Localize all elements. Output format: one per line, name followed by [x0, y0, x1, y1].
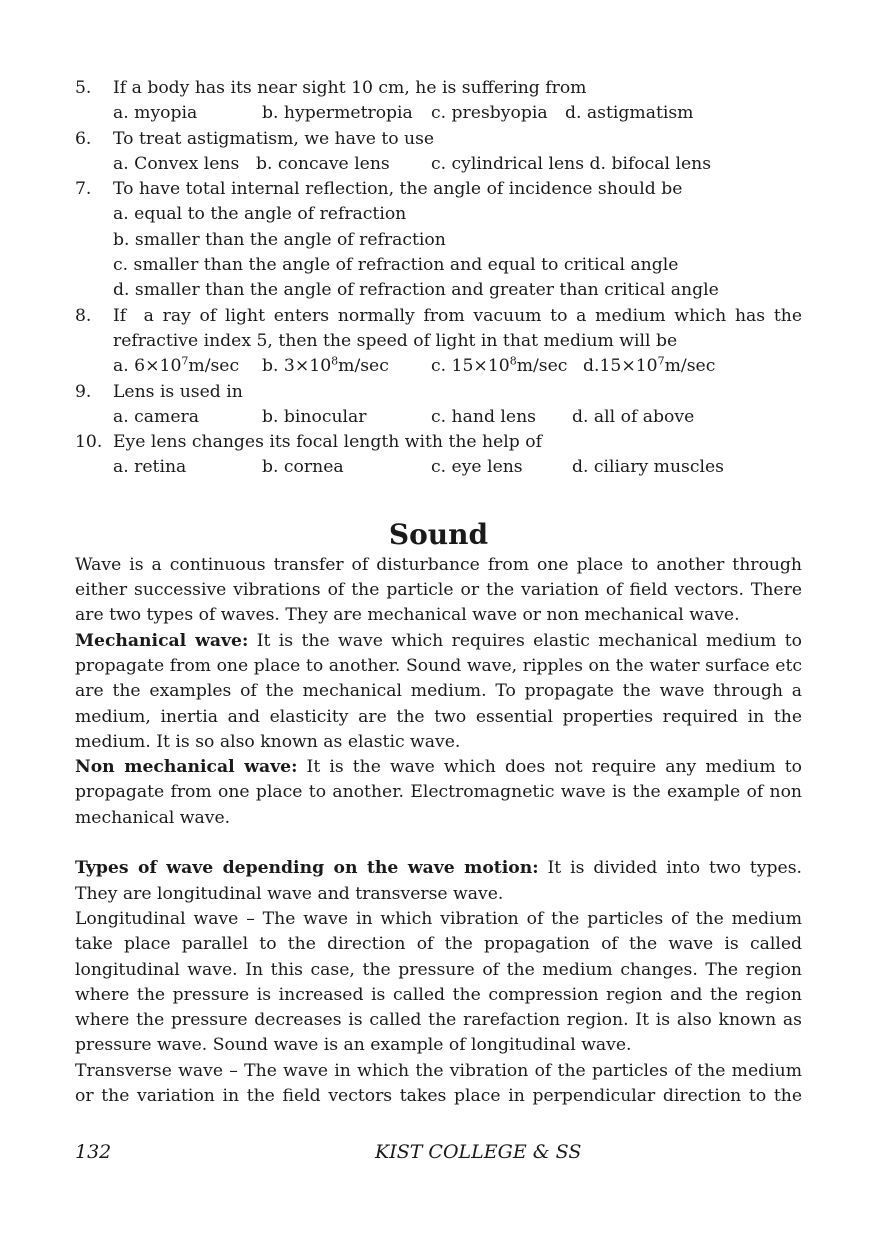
- question-5: [75, 76, 802, 127]
- question-number: 8.: [75, 305, 92, 326]
- option-a: a. myopia: [113, 103, 198, 124]
- question-7: [75, 177, 802, 303]
- option-a: a. $6\times 10^7m/\sec$: [113, 354, 240, 377]
- question-6: [75, 127, 802, 178]
- question-text: Lens is used in: [113, 381, 243, 402]
- intro-paragraph: Wave is a continuous transfer of disturbance from one place to another through either successive vibrations of the particle or the variation of field vectors. There are two types of waves. They are mechanical wave or non mechanical wave.: [75, 554, 802, 626]
- option-b: b. smaller than the angle of refraction: [113, 229, 446, 250]
- option-d: d. ciliary muscles: [572, 457, 724, 478]
- question-8: [75, 304, 802, 380]
- option-c: c. presbyopia: [431, 103, 548, 124]
- option-c: c. smaller than the angle of refraction and equal to critical angle: [113, 255, 679, 276]
- question-9: [75, 380, 802, 431]
- option-a: a. retina: [113, 457, 187, 478]
- question-text-line2: refractive index 5, then the speed of light in that medium will be: [113, 330, 678, 351]
- option-c: c. eye lens: [431, 457, 523, 478]
- mechanical-wave-paragraph: Mechanical wave: It is the wave which requires elastic mechanical medium to propagate from one place to another. Sound wave, ripples on the water surface etc are the examples of the mechanical medium. To propagate the wave through a medium, inertia and elasticity are the two essential properties required in the medium. It is so also known as elastic wave.: [75, 630, 802, 752]
- page-content: [75, 76, 802, 1109]
- option-b: b. cornea: [262, 457, 344, 478]
- question-text-line1: If a ray of light enters normally from vacuum to a medium which has the: [113, 305, 802, 326]
- wave-types-paragraph: Types of wave depending on the wave motion: It is divided into two types. They are longitudinal wave and transverse wave.: [75, 858, 802, 904]
- question-number: 10.: [75, 432, 103, 453]
- question-number: 7.: [75, 179, 92, 200]
- page-number: 132: [75, 1141, 112, 1163]
- question-text: To have total internal reflection, the angle of incidence should be: [113, 179, 683, 200]
- question-number: 6.: [75, 128, 92, 149]
- option-d: d. astigmatism: [565, 103, 694, 124]
- question-text: If a body has its near sight 10 cm, he is suffering from: [113, 78, 587, 98]
- option-a: a. camera: [113, 406, 199, 427]
- section-body: [75, 553, 802, 1110]
- option-a: a. equal to the angle of refraction: [113, 204, 407, 225]
- option-d: $d.15\times 10^7m/\sec$: [583, 354, 716, 377]
- institution-name: KIST COLLEGE & SS: [375, 1141, 582, 1163]
- question-text: To treat astigmatism, we have to use: [113, 128, 435, 149]
- non-mechanical-wave-paragraph: Non mechanical wave: It is the wave which does not require any medium to propagate from one place to another. Electromagnetic wave is the example of non mechanical wave.: [75, 757, 803, 828]
- question-number: 9.: [75, 381, 92, 402]
- longitudinal-wave-paragraph: Longitudinal wave – The wave in which vibration of the particles of the medium take place parallel to the direction of the propagation of the wave is called longitudinal wave. In this case, the pressure of the medium changes. The region where the pressure is increased is called the compression region and the region where the pressure decreases is called the rarefaction region. It is also known as pressure wave. Sound wave is an example of longitudinal wave.: [75, 908, 802, 1056]
- question-text: Eye lens changes its focal length with the help of: [113, 432, 542, 453]
- transverse-wave-paragraph: Transverse wave – The wave in which the vibration of the particles of the medium or the variation in the field vectors takes place in perpendicular direction to the: [75, 1060, 802, 1106]
- option-b: b. binocular: [262, 406, 367, 427]
- option-c: c. hand lens: [431, 406, 536, 427]
- option-a: a. Convex lens: [113, 153, 240, 174]
- wave-types-label: Types of wave depending on the wave motion:: [75, 858, 539, 879]
- option-c-d: c. cylindrical lens d. bifocal lens: [431, 153, 712, 174]
- mechanical-wave-label: Mechanical wave:: [75, 630, 249, 651]
- option-d: d. smaller than the angle of refraction and greater than critical angle: [113, 280, 719, 301]
- option-b: b. concave lens: [256, 153, 390, 174]
- section-title: Sound: [388, 517, 489, 551]
- question-number: 5.: [75, 78, 92, 98]
- question-10: [75, 430, 802, 481]
- option-b: b. $3\times 10^8m/\sec$: [262, 354, 389, 377]
- option-c: c. $15\times 10^8m/\sec$: [431, 354, 568, 377]
- option-b: b. hypermetropia: [262, 103, 413, 124]
- option-d: d. all of above: [572, 406, 695, 427]
- non-mechanical-wave-label: Non mechanical wave:: [75, 757, 298, 778]
